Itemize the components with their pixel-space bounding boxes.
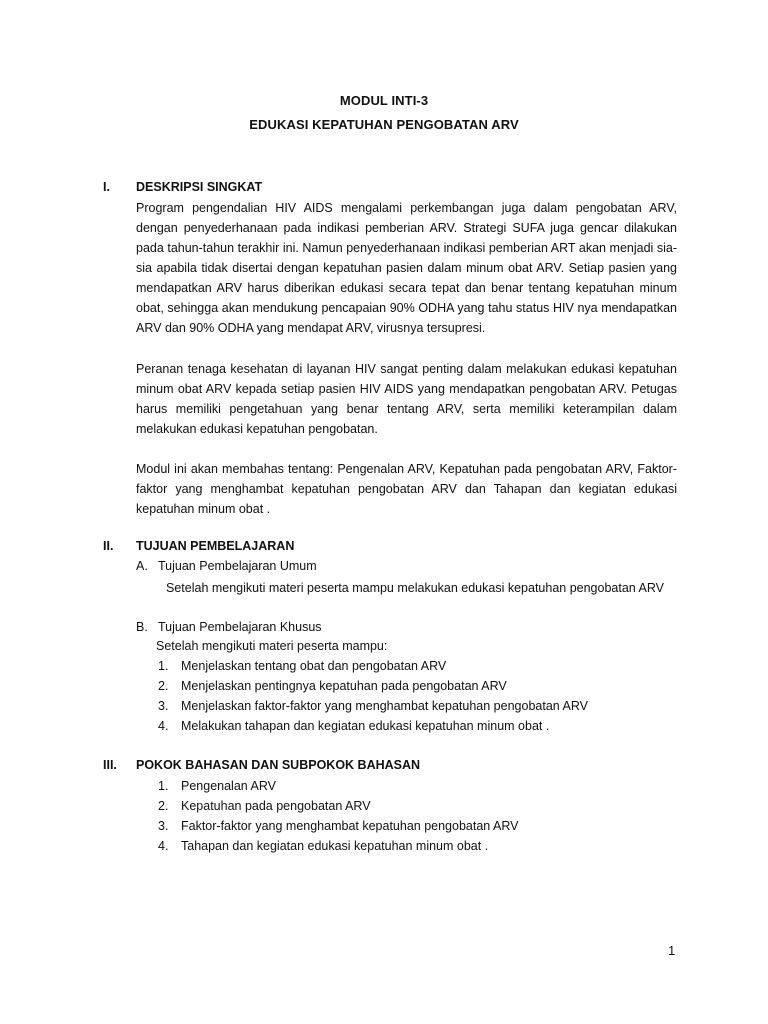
section-1-paragraph-3: Modul ini akan membahas tentang: Pengenalan ARV, Kepatuhan pada pengobatan ARV, Faktor-faktor yang menghambat kepatuhan pengobatan ARV dan Tahapan dan kegiatan edukasi kepatuhan minum obat . bbox=[136, 462, 677, 516]
objective-b-intro: Setelah mengikuti materi peserta mampu: bbox=[156, 639, 388, 653]
module-subtitle: EDUKASI KEPATUHAN PENGOBATAN ARV bbox=[249, 117, 519, 132]
section-3-number: III. bbox=[103, 758, 117, 772]
objective-b-item-number: 1. bbox=[158, 659, 169, 673]
section-1-paragraph-1: Program pengendalian HIV AIDS mengalami perkembangan juga dalam pengobatan ARV, dengan penyederhanaan pada indikasi pemberian ARV. Strategi SUFA juga gencar dilakukan pada tahun-tahun terakhir ini. Namun penyederhanaan indikasi pemberian ART akan menjadi sia-sia apabila tidak disertai dengan kepatuhan pasien dalam minum obat ARV. Setiap pasien yang mendapatkan ARV harus diberikan edukasi secara tepat dan benar tentang kepatuhan minum obat, sehingga akan mendukung pencapaian 90% ODHA yang tahu status HIV nya mendapatkan ARV dan 90% ODHA yang mendapat ARV, virusnya tersupresi. bbox=[136, 201, 677, 335]
topic-item-number: 2. bbox=[158, 799, 169, 813]
section-1-number: I. bbox=[103, 180, 110, 194]
objective-b-item: Melakukan tahapan dan kegiatan edukasi kepatuhan minum obat . bbox=[181, 719, 550, 733]
objective-b-item-number: 3. bbox=[158, 699, 169, 713]
topic-item-number: 1. bbox=[158, 779, 169, 793]
objective-b-item-number: 4. bbox=[158, 719, 169, 733]
objective-b-item: Menjelaskan tentang obat dan pengobatan ARV bbox=[181, 659, 447, 673]
objective-b-label: B. bbox=[136, 620, 148, 634]
section-2-number: II. bbox=[103, 539, 114, 553]
objective-a-label: A. bbox=[136, 559, 148, 573]
topic-item: Tahapan dan kegiatan edukasi kepatuhan minum obat . bbox=[181, 839, 489, 853]
module-title: MODUL INTI-3 bbox=[339, 93, 429, 108]
objective-a-text: Setelah mengikuti materi peserta mampu melakukan edukasi kepatuhan pengobatan ARV bbox=[166, 581, 664, 595]
topic-item: Faktor-faktor yang menghambat kepatuhan pengobatan ARV bbox=[181, 819, 519, 833]
topic-item: Kepatuhan pada pengobatan ARV bbox=[181, 799, 371, 813]
objective-b-title: Tujuan Pembelajaran Khusus bbox=[158, 620, 322, 634]
objective-b-item: Menjelaskan faktor-faktor yang menghambat kepatuhan pengobatan ARV bbox=[181, 699, 588, 713]
section-2-heading: TUJUAN PEMBELAJARAN bbox=[136, 539, 295, 553]
section-3-heading: POKOK BAHASAN DAN SUBPOKOK BAHASAN bbox=[136, 758, 421, 772]
objective-a-title: Tujuan Pembelajaran Umum bbox=[158, 559, 317, 573]
topic-item-number: 4. bbox=[158, 839, 169, 853]
section-1-heading: DESKRIPSI SINGKAT bbox=[136, 180, 263, 194]
section-1-paragraph-2: Peranan tenaga kesehatan di layanan HIV sangat penting dalam melakukan edukasi kepatuhan minum obat ARV kepada setiap pasien HIV AIDS yang mendapatkan pengobatan ARV. Petugas harus memiliki pengetahuan yang benar tentang ARV, serta memiliki keterampilan dalam melakukan edukasi kepatuhan pengobatan. bbox=[136, 362, 677, 436]
page-number: 1 bbox=[668, 943, 676, 958]
objective-b-item-number: 2. bbox=[158, 679, 169, 693]
topic-item-number: 3. bbox=[158, 819, 169, 833]
topic-item: Pengenalan ARV bbox=[181, 779, 276, 793]
objective-b-item: Menjelaskan pentingnya kepatuhan pada pengobatan ARV bbox=[181, 679, 507, 693]
